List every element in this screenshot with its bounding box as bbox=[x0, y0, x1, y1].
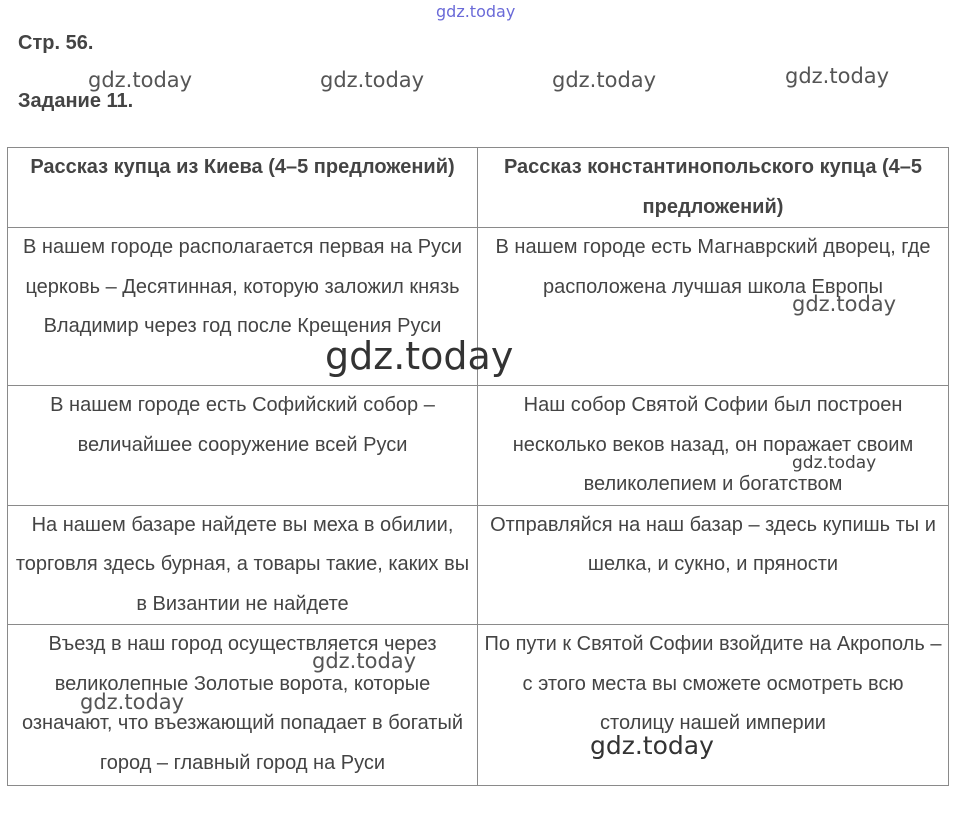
column-header-kiev-merchant: Рассказ купца из Киева (4–5 предложений) bbox=[8, 148, 478, 228]
page-reference: Стр. 56. bbox=[18, 32, 94, 54]
table-row bbox=[8, 386, 949, 506]
watermark: gdz.today bbox=[88, 68, 193, 92]
watermark: gdz.today bbox=[792, 292, 897, 316]
watermark: gdz.today bbox=[320, 68, 425, 92]
table-cell: Въезд в наш город осуществляется через великолепные Золотые ворота, которые означают, что въезжающий попадает в богатый город – главный город на Руси bbox=[8, 625, 478, 786]
watermark: gdz.today bbox=[436, 2, 516, 21]
table-cell: Наш собор Святой Софии был построен несколько веков назад, он поражает своим великолепием и богатством bbox=[478, 386, 949, 506]
watermark: gdz.today bbox=[325, 334, 514, 378]
table-cell: В нашем городе есть Софийский собор – величайшее сооружение всей Руси bbox=[8, 386, 478, 506]
watermark: gdz.today bbox=[80, 690, 185, 714]
watermark: gdz.today bbox=[785, 64, 890, 88]
task-title: Задание 11. bbox=[18, 90, 134, 112]
table-cell: В нашем городе располагается первая на Руси церковь – Десятинная, которую заложил князь Владимир через год после Крещения Руси bbox=[8, 228, 478, 386]
table-header-row bbox=[8, 148, 949, 228]
watermark: gdz.today bbox=[312, 649, 417, 673]
table-cell: По пути к Святой Софии взойдите на Акрополь – с этого места вы сможете осмотреть всю столицу нашей империи bbox=[478, 625, 949, 786]
watermark: gdz.today bbox=[792, 453, 877, 473]
watermark: gdz.today bbox=[552, 68, 657, 92]
table-row bbox=[8, 505, 949, 625]
table-cell: В нашем городе есть Магнаврский дворец, где расположена лучшая школа Европы bbox=[478, 228, 949, 386]
table-cell: Отправляйся на наш базар – здесь купишь ты и шелка, и сукно, и пряности bbox=[478, 505, 949, 625]
watermark: gdz.today bbox=[590, 731, 714, 760]
table-cell: На нашем базаре найдете вы меха в обилии, торговля здесь бурная, а товары такие, каких вы в Византии не найдете bbox=[8, 505, 478, 625]
column-header-constantinople-merchant: Рассказ константинопольского купца (4–5 предложений) bbox=[478, 148, 949, 228]
